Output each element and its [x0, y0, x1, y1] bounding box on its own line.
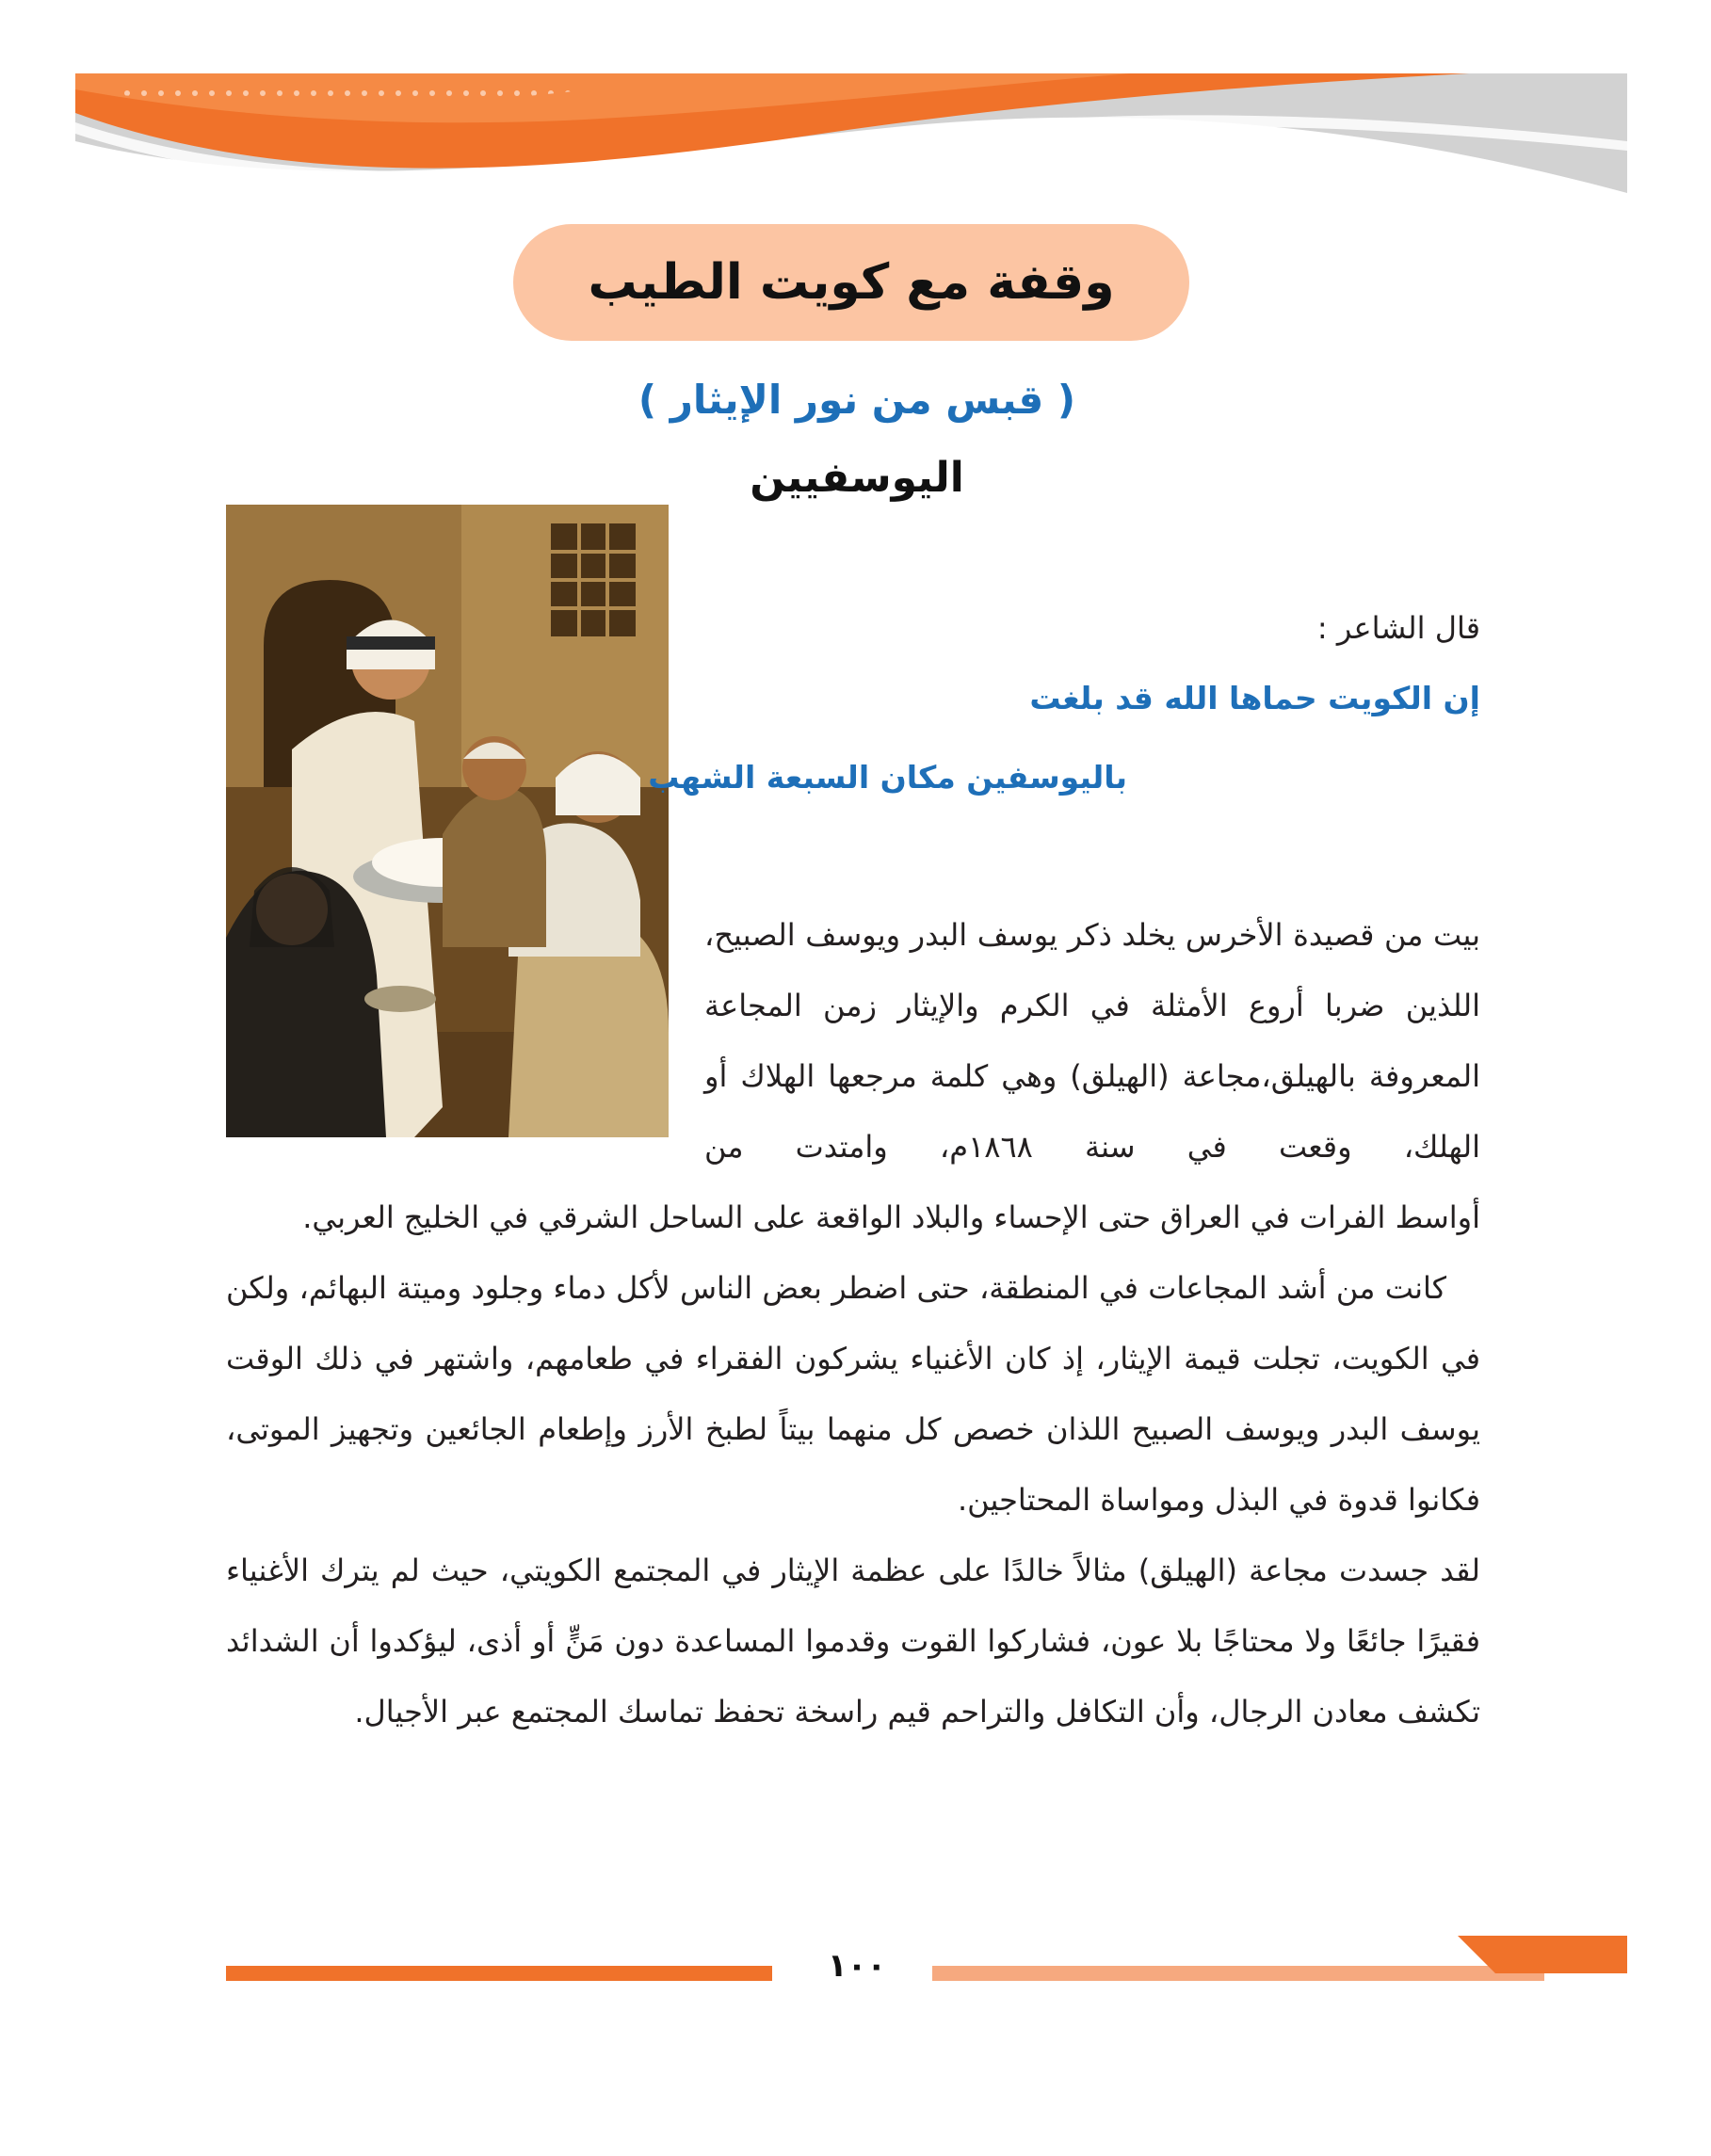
- body-text: [226, 1183, 1480, 1747]
- footer-line-right: [932, 1966, 1544, 1981]
- page-title: وقفة مع كويت الطيب: [588, 254, 1115, 311]
- paragraph-3: لقد جسدت مجاعة (الهيلق) مثالاً خالدًا على عظمة الإيثار في المجتمع الكويتي، حيث لم يترك الأغنياء فقيرًا جائعًا ولا محتاجًا بلا عون، فشاركوا القوت وقدموا المساعدة دون مَنٍّ أو أذى، ليؤكدوا أن الشدائد تكشف معادن الرجال، وأن التكافل والتراحم قيم راسخة تحفظ تماسك المجتمع عبر الأجيال.: [226, 1553, 1480, 1730]
- section-heading: اليوسفيين: [750, 454, 964, 502]
- page-number: ١٠٠: [827, 1947, 887, 1985]
- section-subtitle: ( قبس من نور الإيثار ): [638, 377, 1076, 423]
- illustration-charity-rice-sharing-icon: [226, 505, 669, 1137]
- paragraph-1-bottom: أواسط الفرات في العراق حتى الإحساء والبلاد الواقعة على الساحل الشرقي في الخليج العربي.: [302, 1199, 1480, 1235]
- poem-intro: قال الشاعر :: [1316, 610, 1480, 646]
- charity-illustration: [226, 505, 669, 1137]
- footer-line-left: [226, 1966, 772, 1981]
- title-banner: [513, 224, 1189, 341]
- footer-accent-tab: [1458, 1936, 1627, 1973]
- paragraph-1-top: بيت من قصيدة الأخرس يخلد ذكر يوسف البدر ويوسف الصبيح، اللذين ضربا أروع الأمثلة في الكرم والإيثار زمن المجاعة المعروفة بالهيلق،مجاعة (الهيلق) وهي كلمة مرجعها الهلاك أو الهلك، وقعت في سنة ١٨٦٨م، وامتدت من: [704, 917, 1481, 1165]
- poem-verse-1: إن الكويت حماها الله قد بلغت: [1029, 680, 1480, 716]
- header-banner: [0, 0, 1711, 226]
- poem-verse-2: باليوسفين مكان السبعة الشهب: [648, 759, 1127, 796]
- paragraph-2: كانت من أشد المجاعات في المنطقة، حتى اضطر بعض الناس لأكل دماء وجلود وميتة البهائم، ولكن في الكويت، تجلت قيمة الإيثار، إذ كان الأغنياء يشركون الفقراء في طعامهم، واشتهر في ذلك الوقت يوسف البدر ويوسف الصبيح اللذان خصص كل منهما بيتاً لطبخ الأرز وإطعام الجائعين وتجهيز الموتى، فكانوا قدوة في البذل ومواساة المحتاجين.: [226, 1270, 1480, 1518]
